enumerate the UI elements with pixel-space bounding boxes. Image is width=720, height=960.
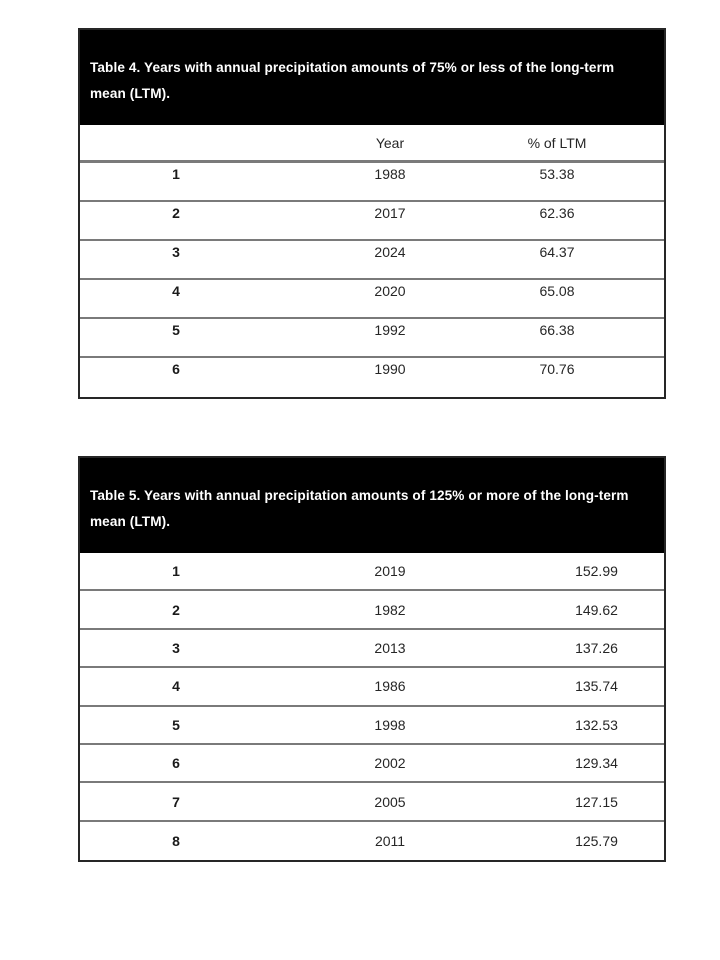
- year-cell: 2020: [374, 283, 406, 299]
- rank-cell: 6: [172, 755, 180, 772]
- rank-cell: 2: [172, 601, 180, 618]
- table-row: [80, 668, 664, 706]
- table-row: [80, 553, 664, 591]
- pct-cell: 65.08: [539, 283, 575, 299]
- year-cell: 2011: [374, 832, 406, 849]
- table-row: [80, 280, 664, 319]
- table-5-title: Table 5. Years with annual precipitation amounts of 125% or more of the long-term mean (LTM).: [80, 458, 664, 553]
- year-cell: 2002: [374, 755, 406, 772]
- rank-cell: 6: [172, 361, 180, 377]
- year-cell: 1982: [374, 601, 406, 618]
- rank-cell: 8: [172, 832, 180, 849]
- table-4-body: [80, 125, 664, 397]
- pct-cell: 127.15: [575, 793, 618, 810]
- table-row: [80, 163, 664, 202]
- pct-cell: 64.37: [539, 244, 575, 260]
- table-row: [80, 591, 664, 629]
- pct-cell: 125.79: [575, 832, 618, 849]
- rank-cell: 1: [172, 166, 180, 182]
- table-row: [80, 241, 664, 280]
- pct-cell: 132.53: [575, 716, 618, 733]
- rank-cell: 1: [172, 563, 180, 580]
- table-row: [80, 202, 664, 241]
- rank-cell: 2: [172, 205, 180, 221]
- year-cell: 2005: [374, 793, 406, 810]
- pct-cell: 62.36: [539, 205, 575, 221]
- pct-cell: 129.34: [575, 755, 618, 772]
- table-row: [80, 707, 664, 745]
- rank-cell: 3: [172, 639, 180, 656]
- year-cell: 2013: [374, 639, 406, 656]
- year-cell: 1998: [374, 716, 406, 733]
- rank-cell: 5: [172, 716, 180, 733]
- rank-cell: 3: [172, 244, 180, 260]
- column-header-pct-of-ltm: % of LTM: [527, 134, 587, 151]
- table-row: [80, 745, 664, 783]
- table-4-header-row: [80, 125, 664, 163]
- table-5-body: [80, 553, 664, 860]
- year-cell: 2017: [374, 205, 406, 221]
- table-row: [80, 822, 664, 860]
- year-cell: 1990: [374, 361, 406, 377]
- year-cell: 1986: [374, 678, 406, 695]
- pct-cell: 66.38: [539, 322, 575, 338]
- pct-cell: 53.38: [539, 166, 575, 182]
- rank-cell: 5: [172, 322, 180, 338]
- rank-cell: 4: [172, 283, 180, 299]
- table-4: [78, 28, 666, 399]
- pct-cell: 137.26: [575, 639, 618, 656]
- pct-cell: 152.99: [575, 563, 618, 580]
- column-header-year: Year: [375, 134, 405, 151]
- table-row: [80, 630, 664, 668]
- table-4-title: Table 4. Years with annual precipitation amounts of 75% or less of the long-term mean (LTM).: [80, 30, 664, 125]
- year-cell: 2024: [374, 244, 406, 260]
- year-cell: 2019: [374, 563, 406, 580]
- table-row: [80, 783, 664, 821]
- year-cell: 1992: [374, 322, 406, 338]
- table-row: [80, 358, 664, 397]
- pct-cell: 70.76: [539, 361, 575, 377]
- pct-cell: 149.62: [575, 601, 618, 618]
- table-row: [80, 319, 664, 358]
- rank-cell: 4: [172, 678, 180, 695]
- rank-cell: 7: [172, 793, 180, 810]
- table-5: [78, 456, 666, 862]
- year-cell: 1988: [374, 166, 406, 182]
- pct-cell: 135.74: [575, 678, 618, 695]
